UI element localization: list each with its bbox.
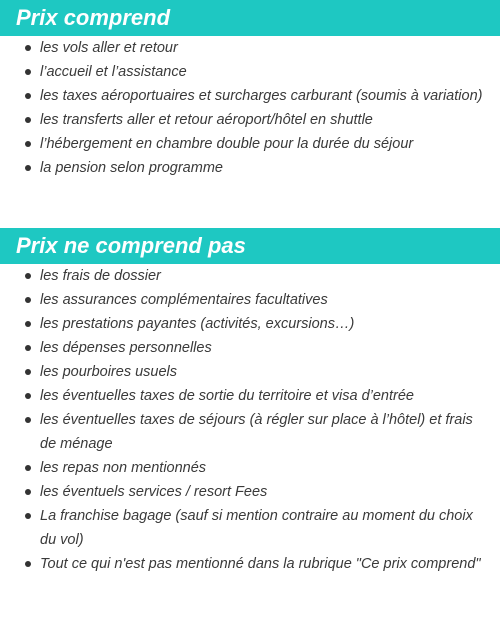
bullet-icon	[25, 465, 31, 471]
bullet-icon	[25, 69, 31, 75]
list-item-text: les assurances complémentaires facultatives	[40, 292, 328, 308]
list-item	[0, 84, 500, 108]
list-item	[0, 108, 500, 132]
excluded-list	[0, 264, 500, 576]
bullet-icon	[25, 393, 31, 399]
list-item	[0, 408, 500, 456]
list-item-text: la pension selon programme	[40, 160, 223, 176]
list-item-text: les éventuelles taxes de sortie du territoire et visa d’entrée	[40, 388, 414, 404]
bullet-icon	[25, 369, 31, 375]
bullet-icon	[25, 93, 31, 99]
list-item	[0, 36, 500, 60]
bullet-icon	[25, 297, 31, 303]
list-item-text: les dépenses personnelles	[40, 340, 212, 356]
list-item-text: les vols aller et retour	[40, 40, 178, 56]
list-item	[0, 552, 500, 576]
list-item-text: les repas non mentionnés	[40, 460, 207, 476]
list-item	[0, 336, 500, 360]
excluded-section-title: Prix ne comprend pas	[0, 228, 500, 264]
list-item	[0, 60, 500, 84]
list-item	[0, 288, 500, 312]
bullet-icon	[25, 321, 31, 327]
included-section-title: Prix comprend	[0, 0, 500, 36]
bullet-icon	[25, 489, 31, 495]
bullet-icon	[25, 273, 31, 279]
bullet-icon	[25, 345, 31, 351]
list-item-text: l’accueil et l’assistance	[40, 64, 187, 80]
list-item-text: les transferts aller et retour aéroport/hôtel en shuttle	[40, 112, 373, 128]
list-item-text: les frais de dossier	[40, 268, 161, 284]
list-item	[0, 456, 500, 480]
list-item-text: les éventuelles taxes de séjours (à régler sur place à l’hôtel) et frais de ménage	[40, 412, 473, 452]
list-item-text: les éventuels services / resort Fees	[40, 484, 268, 500]
list-item	[0, 360, 500, 384]
list-item-text: l’hébergement en chambre double pour la durée du séjour	[40, 136, 414, 152]
list-item	[0, 156, 500, 180]
bullet-icon	[25, 141, 31, 147]
included-list	[0, 36, 500, 180]
bullet-icon	[25, 417, 31, 423]
list-item-text: les taxes aéroportuaires et surcharges carburant (soumis à variation)	[40, 88, 483, 104]
list-item	[0, 132, 500, 156]
bullet-icon	[25, 117, 31, 123]
list-item-text: La franchise bagage (sauf si mention contraire au moment du choix du vol)	[40, 508, 473, 548]
bullet-icon	[25, 513, 31, 519]
list-item	[0, 264, 500, 288]
list-item	[0, 504, 500, 552]
list-item-text: les pourboires usuels	[40, 364, 178, 380]
bullet-icon	[25, 165, 31, 171]
list-item-text: Tout ce qui n'est pas mentionné dans la rubrique "Ce prix comprend"	[40, 556, 481, 572]
bullet-icon	[25, 561, 31, 567]
list-item	[0, 312, 500, 336]
list-item	[0, 384, 500, 408]
list-item-text: les prestations payantes (activités, excursions…)	[40, 316, 355, 332]
list-item	[0, 480, 500, 504]
bullet-icon	[25, 45, 31, 51]
